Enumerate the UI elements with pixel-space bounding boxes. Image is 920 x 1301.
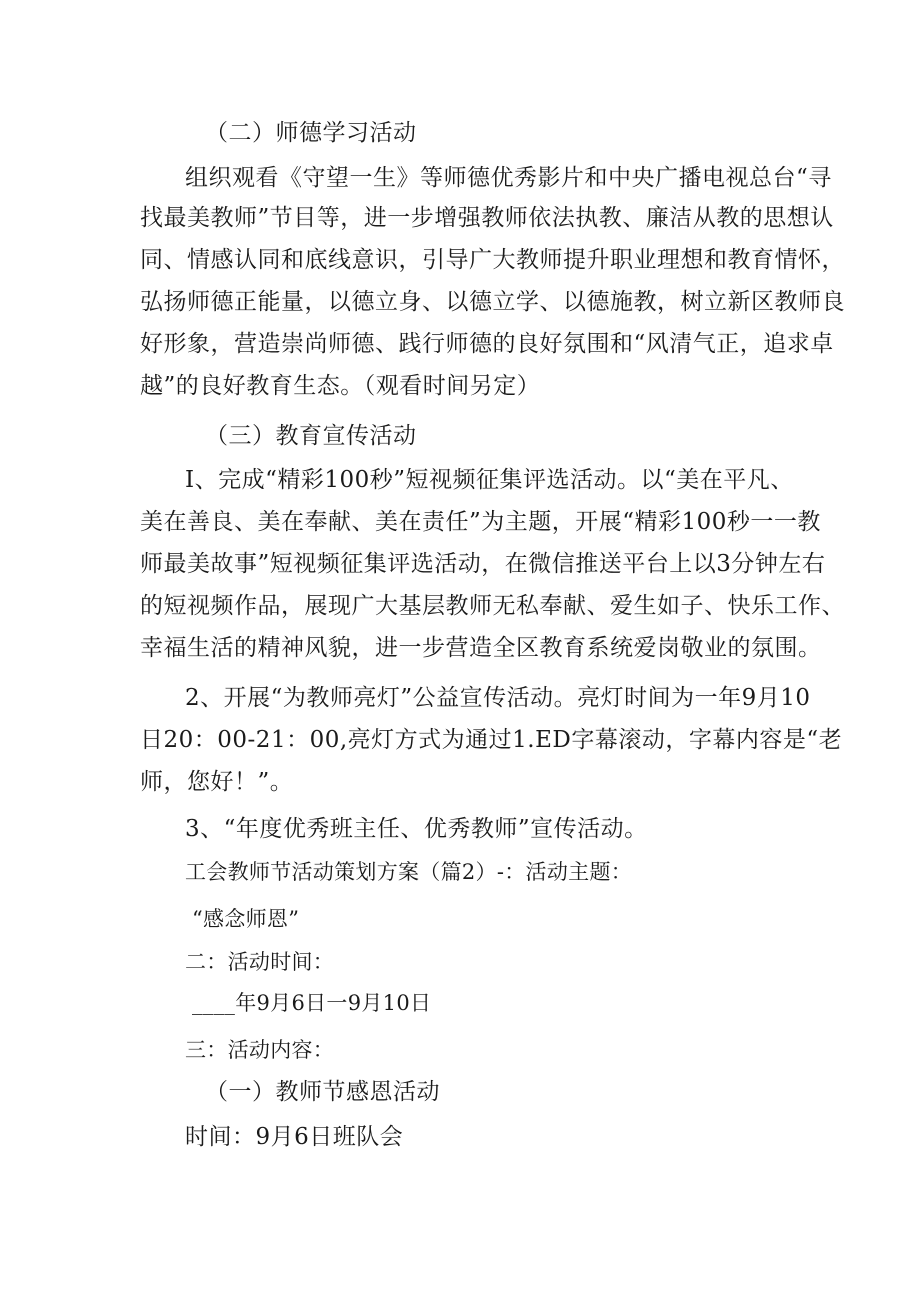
paragraph-line: 组织观看《守望一生》等师德优秀影片和中央广播电视总台“寻 [185, 165, 832, 191]
paragraph-line: 3、“年度优秀班主任、优秀教师”宣传活动。 [185, 816, 648, 842]
paragraph-line: 找最美教师”节目等，进一步增强教师依法执教、廉洁从教的思想认 [140, 205, 834, 231]
paragraph-line: 好形象，营造崇尚师德、践行师德的良好氛围和“风清气正，追求卓 [140, 331, 834, 357]
paragraph-line: 日20：00-21：00,亮灯方式为通过1.ED字幕滚动，字幕内容是“老 [140, 727, 843, 753]
paragraph-line: 越”的良好教育生态。（观看时间另定） [140, 373, 541, 399]
activity-time-value: ____年9月6日一9月10日 [192, 991, 432, 1015]
paragraph-line: 的短视频作品，展现广大基层教师无私奉献、爱生如子、快乐工作、 [140, 593, 845, 619]
activity-theme: “感念师恩” [192, 907, 300, 931]
subsection-heading-gratitude: （一）教师节感恩活动 [205, 1079, 440, 1105]
time-line: 时间：9月6日班队会 [185, 1124, 404, 1150]
section-heading-ethics-study: （二）师德学习活动 [205, 120, 417, 146]
plan-title-line: 工会教师节活动策划方案（篇2）-：活动主题： [185, 860, 633, 884]
paragraph-line: I、完成“精彩100秒”短视频征集评选活动。以“美在平凡、 [185, 467, 794, 493]
paragraph-line: 师，您好！”。 [140, 769, 294, 795]
section-heading-education-publicity: （三）教育宣传活动 [205, 423, 417, 449]
paragraph-line: 美在善良、美在奉献、美在责任”为主题，开展“精彩100秒一一教 [140, 509, 821, 535]
paragraph-line: 同、情感认同和底线意识，引导广大教师提升职业理想和教育情怀， [140, 247, 845, 273]
paragraph-line: 幸福生活的精神风貌，进一步营造全区教育系统爱岗敬业的氛围。 [140, 635, 822, 661]
paragraph-line: 师最美故事”短视频征集评选活动，在微信推送平台上以3分钟左右 [140, 551, 826, 577]
paragraph-line: 2、开展“为教师亮灯”公益宣传活动。亮灯时间为一年9月10 [185, 685, 811, 711]
activity-content-heading: 三：活动内容： [185, 1038, 335, 1062]
paragraph-line: 弘扬师德正能量，以德立身、以德立学、以德施教，树立新区教师良 [140, 289, 845, 315]
activity-time-heading: 二：活动时间： [185, 950, 335, 974]
